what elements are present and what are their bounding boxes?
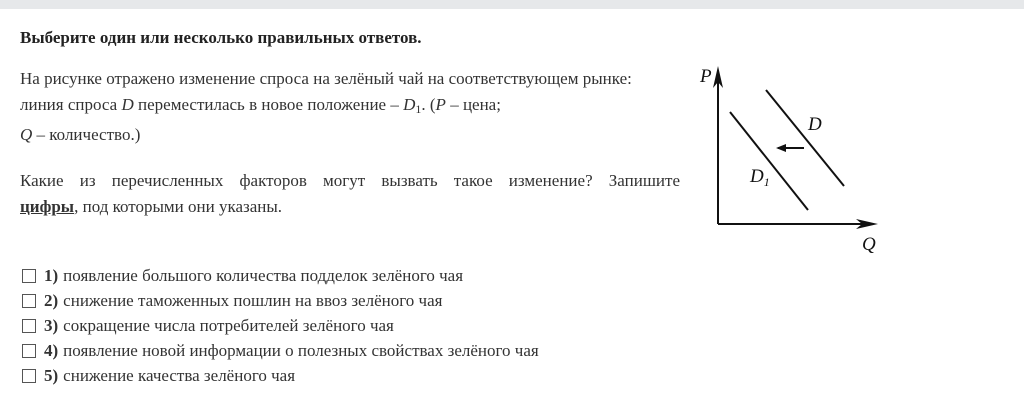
text-fragment: . ( (421, 95, 436, 114)
option-2[interactable] (22, 288, 539, 313)
answer-options (22, 263, 539, 388)
option-2-number: 2) (44, 290, 59, 310)
option-1-text: появление большого количества подделок зелёного чая (63, 265, 464, 285)
axis-label-p: P (700, 66, 712, 87)
demand-shift-graph (690, 60, 890, 260)
subscript: 1 (415, 102, 422, 116)
text-fragment: , под которыми они указаны. (74, 197, 283, 216)
curve-label-d: D (808, 114, 822, 135)
curve-label-d1: $D_1$ (750, 166, 770, 189)
symbol-q: Q (20, 125, 33, 144)
option-4[interactable] (22, 338, 539, 363)
option-3-text: сокращение числа потребителей зелёного чая (63, 315, 394, 335)
option-1-checkbox[interactable] (22, 269, 36, 283)
symbol-p: P (435, 95, 446, 114)
text-fragment: – цена; (445, 95, 501, 114)
option-2-text: снижение таможенных пошлин на ввоз зелёного чая (63, 290, 443, 310)
text-fragment: переместилась в новое положение – (133, 95, 404, 114)
option-2-checkbox[interactable] (22, 294, 36, 308)
text-fragment: – количество.) (32, 125, 141, 144)
option-5[interactable] (22, 363, 539, 388)
description-line-2 (20, 92, 685, 122)
task-title: Выберите один или несколько правильных ответов. (20, 28, 422, 47)
description-line-1: На рисунке отражено изменение спроса на зелёный чай на соответствующем рынке: (20, 69, 632, 88)
option-3-number: 3) (44, 315, 59, 335)
description-line-3 (20, 122, 685, 148)
option-5-number: 5) (44, 365, 59, 385)
option-3-checkbox[interactable] (22, 319, 36, 333)
option-4-text: появление новой информации о полезных свойствах зелёного чая (63, 340, 539, 360)
option-4-checkbox[interactable] (22, 344, 36, 358)
symbol-d1: D (403, 95, 416, 114)
option-5-text: снижение качества зелёного чая (63, 365, 296, 385)
option-1[interactable] (22, 263, 539, 288)
task-question (20, 168, 680, 220)
option-4-number: 4) (44, 340, 59, 360)
symbol-d: D (121, 95, 134, 114)
option-5-checkbox[interactable] (22, 369, 36, 383)
option-1-number: 1) (44, 265, 59, 285)
axis-label-q: Q (862, 234, 876, 255)
emphasis-digits: цифры (20, 197, 75, 216)
option-3[interactable] (22, 313, 539, 338)
text-fragment: линия спроса (20, 95, 122, 114)
question-line-1: Какие из перечисленных факторов могут вызвать такое изменение? Запишите (20, 171, 680, 190)
top-bar (0, 0, 1024, 9)
task-description (20, 66, 685, 148)
question-line-2 (20, 194, 680, 220)
